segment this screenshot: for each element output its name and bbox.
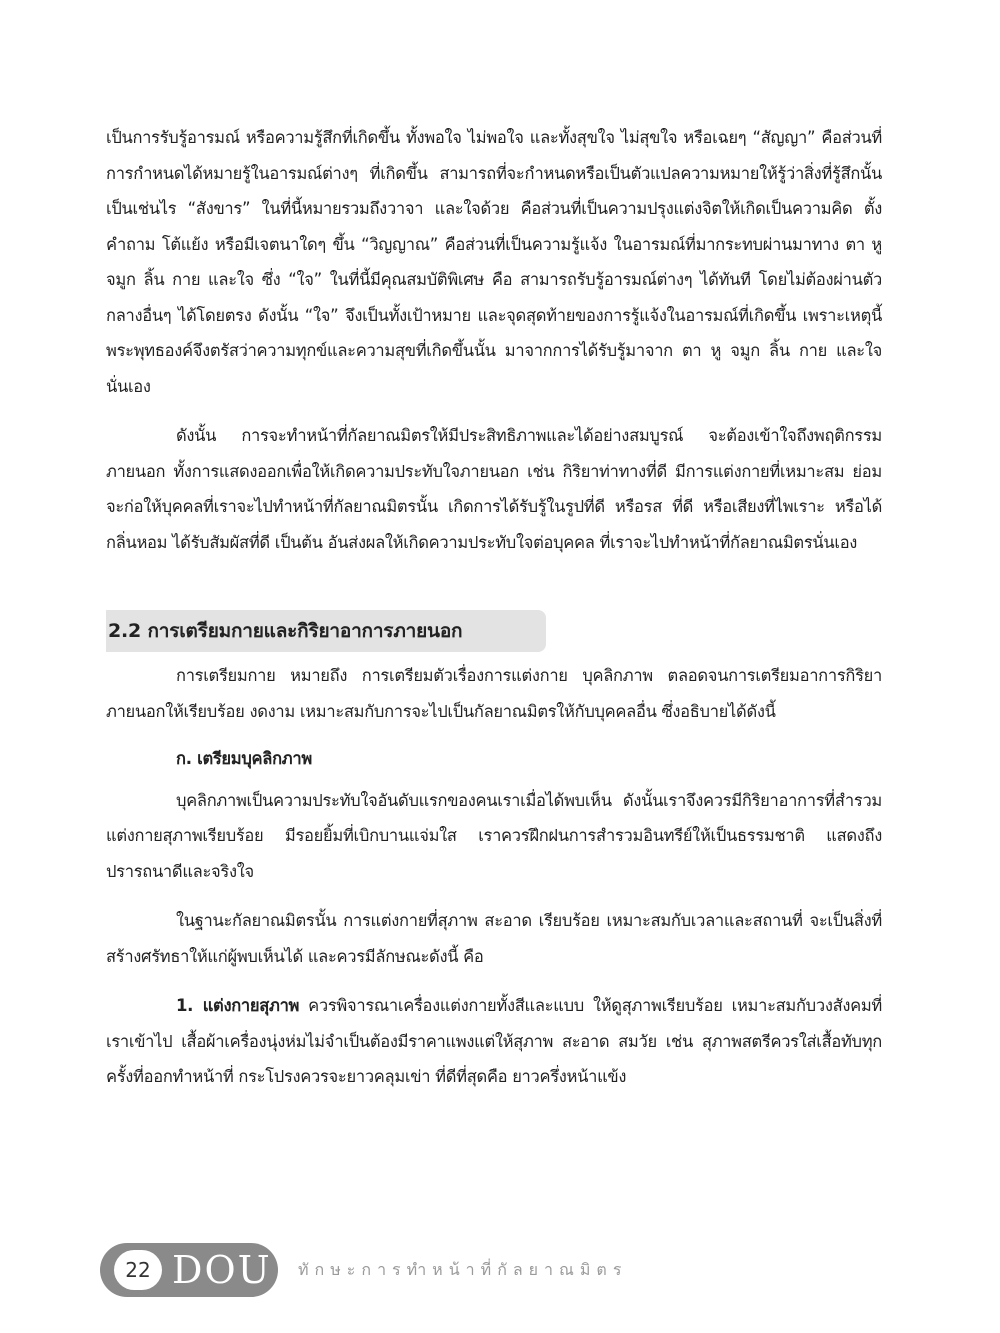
- page-number: 22: [114, 1250, 162, 1290]
- item1-paragraph: [106, 988, 882, 1095]
- subheading-personality: ก. เตรียมบุคลิกภาพ: [176, 749, 312, 768]
- item1-label: 1. แต่งกายสุภาพ: [176, 996, 300, 1015]
- footer-badge: [100, 1243, 278, 1297]
- intro-paragraph: เป็นการรับรู้อารมณ์ หรือความรู้สึกที่เกิดขึ้น ทั้งพอใจ ไม่พอใจ และทั้งสุขใจ ไม่สุขใจ หรือเฉยๆ “สัญญา” คือส่วนที่การกำหนดได้หมายรู้ในอารมณ์ต่างๆ ที่เกิดขึ้น สามารถที่จะกำหนดหรือเป็นตัวแปลความหมายให้รู้ว่าสิ่งที่รู้สึกนั้นเป็นเช่นไร “สังขาร” ในที่นี้หมายรวมถึงวาจา และใจด้วย คือส่วนที่เป็นความปรุงแต่งจิตให้เกิดเป็นความคิด ตั้งคำถาม โต้แย้ง หรือมีเจตนาใดๆ ขึ้น “วิญญาณ” คือส่วนที่เป็นความรู้แจ้ง ในอารมณ์ที่มากระทบผ่านมาทาง ตา หู จมูก ลิ้น กาย และใจ ซึ่ง “ใจ” ในที่นี้มีคุณสมบัติพิเศษ คือ สามารถรับรู้อารมณ์ต่างๆ ได้ทันที โดยไม่ต้องผ่านตัวกลางอื่นๆ ได้โดยตรง ดังนั้น “ใจ” จึงเป็นทั้งเป้าหมาย และจุดสุดท้ายของการรู้แจ้งในอารมณ์ที่เกิดขึ้น เพราะเหตุนี้ พระพุทธองค์จึงตรัสว่าความทุกข์และความสุขที่เกิดขึ้นนั้น มาจากการได้รับรู้มาจาก ตา หู จมูก ลิ้น กาย และใจ นั่นเอง: [106, 128, 882, 396]
- section-intro-paragraph: การเตรียมกาย หมายถึง การเตรียมตัวเรื่องการแต่งกาย บุคลิกภาพ ตลอดจนการเตรียมอาการกิริยาภายนอกให้เรียบร้อย งดงาม เหมาะสมกับการจะไปเป็นกัลยาณมิตรให้กับบุคคลอื่น ซึ่งอธิบายได้ดังนี้: [106, 666, 882, 721]
- role-paragraph: ในฐานะกัลยาณมิตรนั้น การแต่งกายที่สุภาพ สะอาด เรียบร้อย เหมาะสมกับเวลาและสถานที่ จะเป็นสิ่งที่สร้างศรัทธาให้แก่ผู้พบเห็นได้ และควรมีลักษณะดังนี้ คือ: [106, 911, 882, 966]
- section-heading: 2.2 การเตรียมกายและกิริยาอาการภายนอก: [106, 610, 546, 652]
- personality-paragraph: บุคลิกภาพเป็นความประทับใจอันดับแรกของคนเราเมื่อได้พบเห็น ดังนั้นเราจึงควรมีกิริยาอาการที่สำรวม แต่งกายสุภาพเรียบร้อย มีรอยยิ้มที่เบิกบานแจ่มใส เราควรฝึกฝนการสำรวมอินทรีย์ให้เป็นธรรมชาติ แสดงถึงปรารถนาดีและจริงใจ: [106, 790, 882, 881]
- page-content: [106, 120, 882, 1095]
- page-footer: [100, 1243, 627, 1297]
- dou-logo: DOU: [172, 1248, 272, 1292]
- item1-text: ควรพิจารณาเครื่องแต่งกายทั้งสีและแบบ ให้ดูสุภาพเรียบร้อย เหมาะสมกับวงสังคมที่เราเข้าไป เสื้อผ้าเครื่องนุ่งห่มไม่จำเป็นต้องมีราคาแพงแต่ให้สุภาพ สะอาด สมวัย เช่น สุภาพสตรีควรใส่เสื้อทับทุกครั้งที่ออกทำหน้าที่ กระโปรงควรจะยาวคลุมเข่า ที่ดีที่สุดคือ ยาวครึ่งหน้าแข้ง: [106, 996, 882, 1086]
- summary-paragraph: ดังนั้น การจะทำหน้าที่กัลยาณมิตรให้มีประสิทธิภาพและได้อย่างสมบูรณ์ จะต้องเข้าใจถึงพฤติกรรมภายนอก ทั้งการแสดงออกเพื่อให้เกิดความประทับใจภายนอก เช่น กิริยาท่าทางที่ดี มีการแต่งกายที่เหมาะสม ย่อมจะก่อให้บุคคลที่เราจะไปทำหน้าที่กัลยาณมิตรนั้น เกิดการได้รับรู้ในรูปที่ดี หรือรส ที่ดี หรือเสียงที่ไพเราะ หรือได้กลิ่นหอม ได้รับสัมผัสที่ดี เป็นต้น อันส่งผลให้เกิดความประทับใจต่อบุคคล ที่เราจะไปทำหน้าที่กัลยาณมิตรนั่นเอง: [106, 426, 882, 552]
- book-title: ทักษะการทำหน้าที่กัลยาณมิตร: [298, 1259, 628, 1279]
